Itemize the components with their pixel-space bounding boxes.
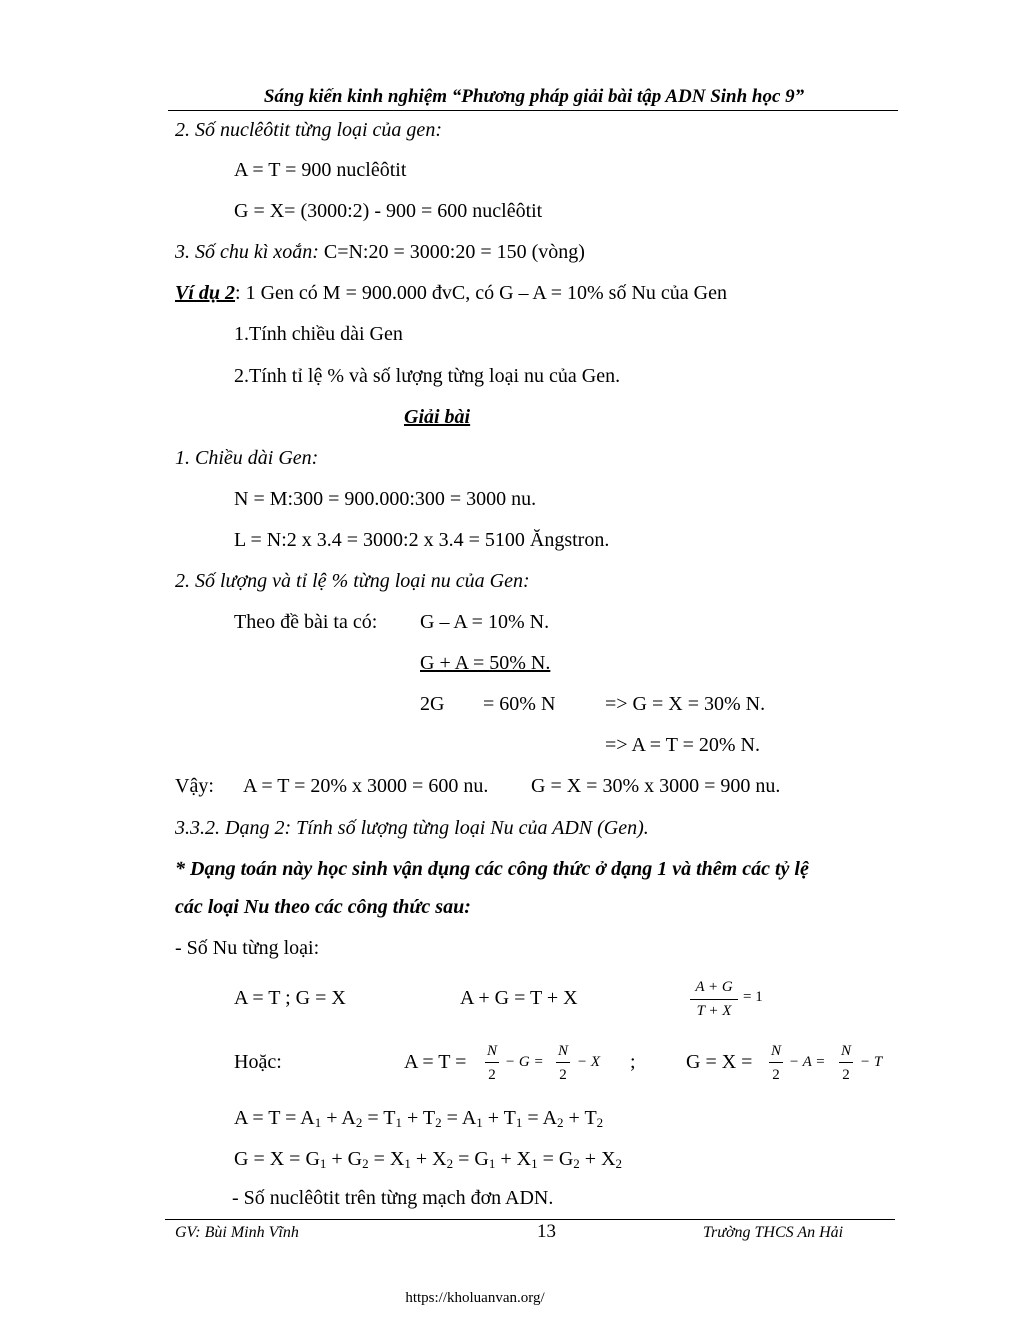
formula: G = X = (686, 1051, 753, 1073)
example-label: Ví dụ 2 (175, 282, 236, 304)
equation-at: $A = T = A_1 + A_2 = T_1 + T_2 = A_1 + T_1 = A_2 + T_2$ (234, 1107, 604, 1130)
body-line: 1.Tính chiều dài Gen (234, 323, 403, 345)
section-heading: 2. Số nuclêôtit từng loại của gen: (175, 119, 442, 141)
example-line: Ví dụ 2: 1 Gen có M = 900.000 đvC, có G – A = 10% số Nu của Gen (175, 282, 727, 304)
body-line: G = X= (3000:2) - 900 = 600 nuclêôtit (234, 200, 543, 222)
solution-heading: Giải bài (404, 406, 471, 428)
equation-gx: $G = X = G_1 + G_2 = X_1 + X_2 = G_1 + X_1 = G_2 + X_2$ (234, 1148, 623, 1171)
formula: = 1 (743, 989, 763, 1005)
formula: − A = (789, 1054, 826, 1070)
body-line: 3. Số chu kì xoắn: C=N:20 = 3000:20 = 150 (vòng) (175, 241, 585, 263)
body-line: Vậy: (175, 775, 214, 797)
body-line: 2G (420, 693, 445, 715)
formula: A = T = (404, 1051, 467, 1073)
section-heading: 1. Chiều dài Gen: (175, 447, 319, 469)
body-line: 2.Tính tỉ lệ % và số lượng từng loại nu của Gen. (234, 365, 621, 387)
formula: − G = (505, 1054, 544, 1070)
body-line: - Số nuclêôtit trên từng mạch đơn ADN. (232, 1187, 554, 1209)
page-number: 13 (537, 1221, 556, 1242)
formula: ; (630, 1051, 636, 1073)
body-line: - Số Nu từng loại: (175, 937, 320, 959)
body-line: L = N:2 x 3.4 = 3000:2 x 3.4 = 5100 Ăngstron. (234, 529, 610, 551)
formula: − X (577, 1054, 601, 1070)
body-line: G – A = 10% N. (420, 611, 550, 633)
footer-rule (165, 1219, 895, 1220)
section-heading: 2. Số lượng và tỉ lệ % từng loại nu của Gen: (175, 570, 530, 592)
running-header: Sáng kiến kinh nghiệm “Phương pháp giải bài tập ADN Sinh học 9” (263, 86, 805, 107)
body-line: G + A = 50% N. (420, 652, 551, 674)
section-heading: 3.3.2. Dạng 2: Tính số lượng từng loại Nu của ADN (Gen). (175, 817, 649, 839)
body-line: => A = T = 20% N. (605, 734, 760, 756)
formula: A = T ; G = X (234, 987, 346, 1009)
body-line: Theo đề bài ta có: (234, 611, 378, 633)
body-line: = 60% N (483, 693, 556, 715)
formula: − T (860, 1054, 883, 1070)
header-rule (168, 110, 898, 111)
bold-note: các loại Nu theo các công thức sau: (175, 896, 471, 918)
body-line: A = T = 900 nuclêôtit (234, 159, 407, 181)
body-line: => G = X = 30% N. (605, 693, 766, 715)
bold-note: * Dạng toán này học sinh vận dụng các công thức ở dạng 1 và thêm các tỷ lệ (175, 858, 809, 880)
body-line: G = X = 30% x 3000 = 900 nu. (531, 775, 781, 797)
footer-school: Trường THCS An Hải (703, 1224, 844, 1241)
body-line: Hoặc: (234, 1051, 282, 1073)
body-line: N = M:300 = 900.000:300 = 3000 nu. (234, 488, 537, 510)
footer-author: GV: Bùi Minh Vĩnh (175, 1224, 299, 1241)
formula: A + G = T + X (460, 987, 578, 1009)
body-line: A = T = 20% x 3000 = 600 nu. (243, 775, 489, 797)
source-url[interactable]: https://kholuanvan.org/ (405, 1290, 545, 1306)
